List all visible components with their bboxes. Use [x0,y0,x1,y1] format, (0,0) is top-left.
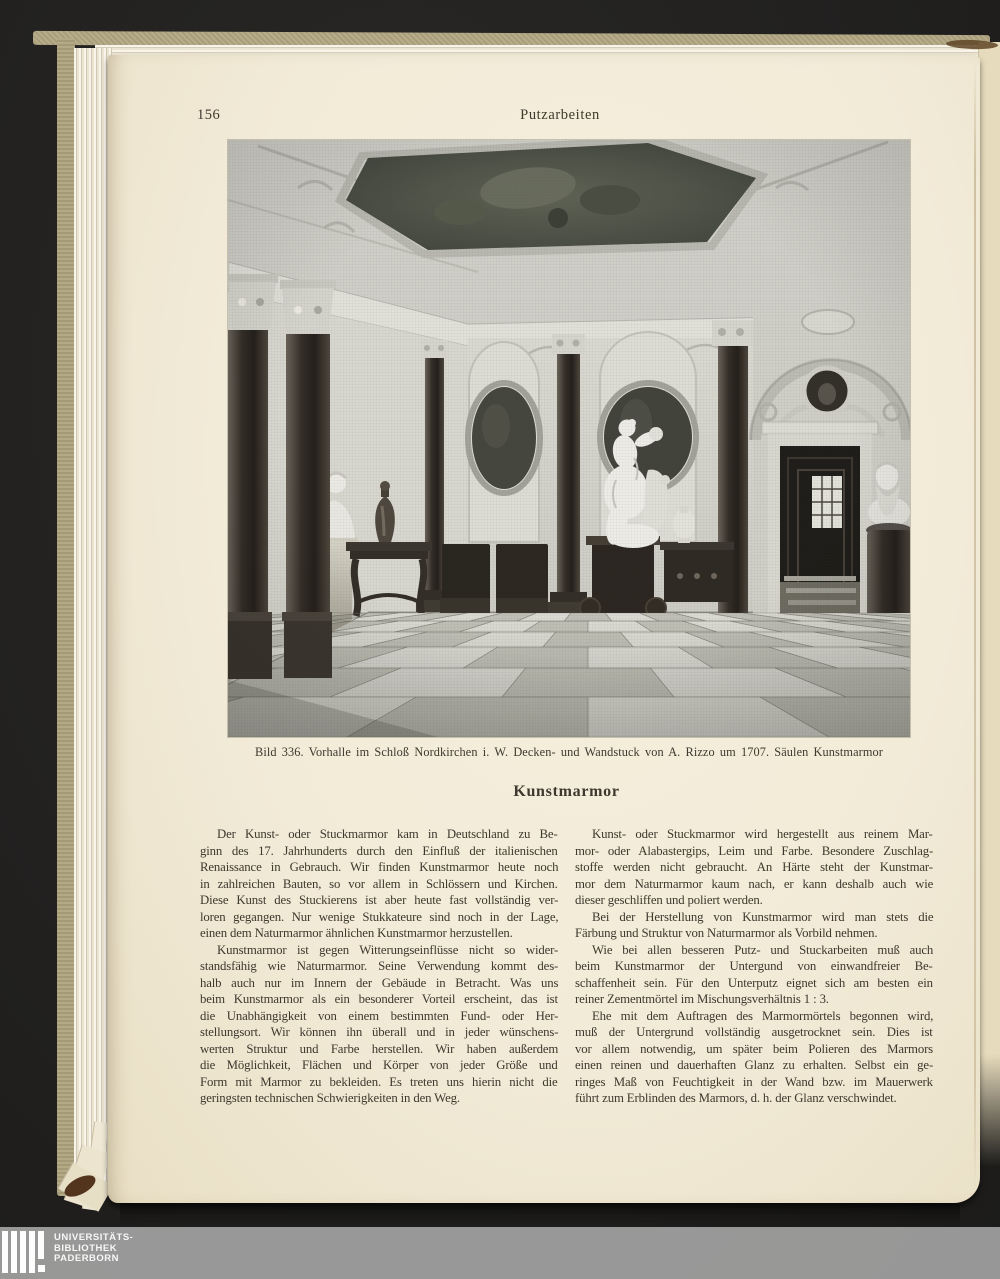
text-line: mor- oder Alabastergips, Leim und Farbe. Besondere Zuschlag- [575,843,934,858]
text-line: dieser geschliffen und poliert werden. [575,893,763,907]
text-line: in zahlreichen Bauten, so vor allem in Schlössern und Kirchen. [200,876,558,891]
text-line: schaffenheit sein. Für den Unterputz eignet sich am besten ein [575,975,933,990]
page-stack-left [74,48,112,1193]
library-name-line3: PADERBORN [54,1253,120,1265]
text-line: muß der Untergrund vollständig ausgetrocknet sein. Dies ist [575,1025,933,1039]
text-line: beim Kunstmarmor der Untergund von einwandfreier Be- [575,959,933,973]
text-line: Ehe mit dem Auftragen des Marmormörtels begonnen wird, [592,1008,934,1023]
library-name-line2: BIBLIOTHEK [54,1242,118,1254]
text-column-left [200,826,558,1107]
text-line: reiner Zementmörtel im Mischungsverhältnis 1 : 3. [575,992,829,1006]
text-line: Wie bei allen besseren Putz- und Stuckarbeiten muß auch [592,942,934,957]
text-line: einen reinen und dauerhaften Glanz zu erhalten. Selbst ein ge- [575,1058,934,1072]
text-line: stoffe werden nicht gebraucht. An Härte steht der Kunstmar- [575,860,933,874]
text-line: Kunst- oder Stuckmarmor wird hergestellt aus reinem Mar- [592,827,933,841]
library-name-line1: UNIVERSITÄTS- [54,1232,134,1243]
figure-caption: Bild 336. Vorhalle im Schloß Nordkirchen i. W. Decken- und Wandstuck von A. Rizzo um 1707. Säulen Kunstmarmor [255,745,883,759]
page-crease [974,60,976,1190]
underlying-page-edge [978,42,1000,1167]
paragraph [200,826,558,942]
text-line: Form mit Marmor zu bekleiden. Es treten uns hierin nicht die [200,1074,558,1089]
text-line: geringsten technischen Schwierigkeiten in den Weg. [200,1091,460,1105]
text-line: Renaissance in Gebrauch. Wir finden Kunstmarmor heute noch [200,860,559,874]
figure-photo [228,140,910,737]
paragraph [575,909,933,942]
paragraph [575,942,933,1008]
section-heading: Kunstmarmor [513,783,620,800]
watermark-band [0,1227,1000,1279]
text-line: beim Kunstmarmor als ein besonderer Vorteil erscheint, das ist [200,992,558,1006]
text-line: die Unabhängigkeit von einem bestimmten Fund- oder Her- [200,1008,559,1023]
text-line: standsfähig wie Naturmarmor. Seine Verwendung kommt des- [200,959,559,973]
book-cover-left-edge [57,38,75,1196]
text-line: Kunstmarmor ist gegen Witterungseinflüsse nicht so wider- [217,942,559,957]
text-line: loren gegangen. Nur wenige Stukkateure sind noch in der Lage, [200,909,559,924]
text-line: die Möglichkeit, Flächen und Körper von jeder Größe und [200,1058,558,1072]
text-column-right [575,826,933,1107]
text-line: Der Kunst- oder Stuckmarmor kam in Deutschland zu Be- [217,827,558,841]
text-line: ginn des 17. Jahrhunderts durch den Einfluß der italienischen [200,843,558,858]
vorhalle-illustration [228,140,910,737]
text-line: Bei der Herstellung von Kunstmarmor wird man stets die [592,909,934,924]
running-header: Putzarbeiten [520,107,600,123]
library-logo-icon [2,1231,48,1275]
text-line: führt zum Erblinden des Marmors, d. h. der Glanz verschwindet. [575,1091,897,1105]
text-line: mor dem Naturmarmor kaum nach, er kann deshalb auch wie [575,876,934,891]
page-number: 156 [197,107,221,123]
paragraph [575,1008,933,1107]
library-name [54,1233,133,1265]
text-line: Diese Kunst des Stuckierens ist aber heute fast vollständig ver- [200,893,559,907]
text-line: werten Struktur und Farbe herstellen. Wir haben außerdem [200,1041,559,1056]
paragraph [200,942,558,1107]
text-line: ringes Maß von Feuchtigkeit in der Wand bzw. im Mauerwerk [575,1074,933,1089]
text-line: Färbung und Struktur von Naturmarmor als Vorbild nehmen. [575,926,878,940]
text-line: einen dem Naturmarmor ähnlichen Kunstmarmor herzustellen. [200,926,513,940]
text-line: halb auch nur im Innern der Gebäude in Betracht. Was uns [200,975,559,990]
paragraph [575,826,933,909]
text-line: stellungsort. Wir können ihn überall und in jeder wünschens- [200,1025,559,1039]
text-line: vor allem notwendig, um später beim Polieren des Marmors [575,1041,934,1056]
